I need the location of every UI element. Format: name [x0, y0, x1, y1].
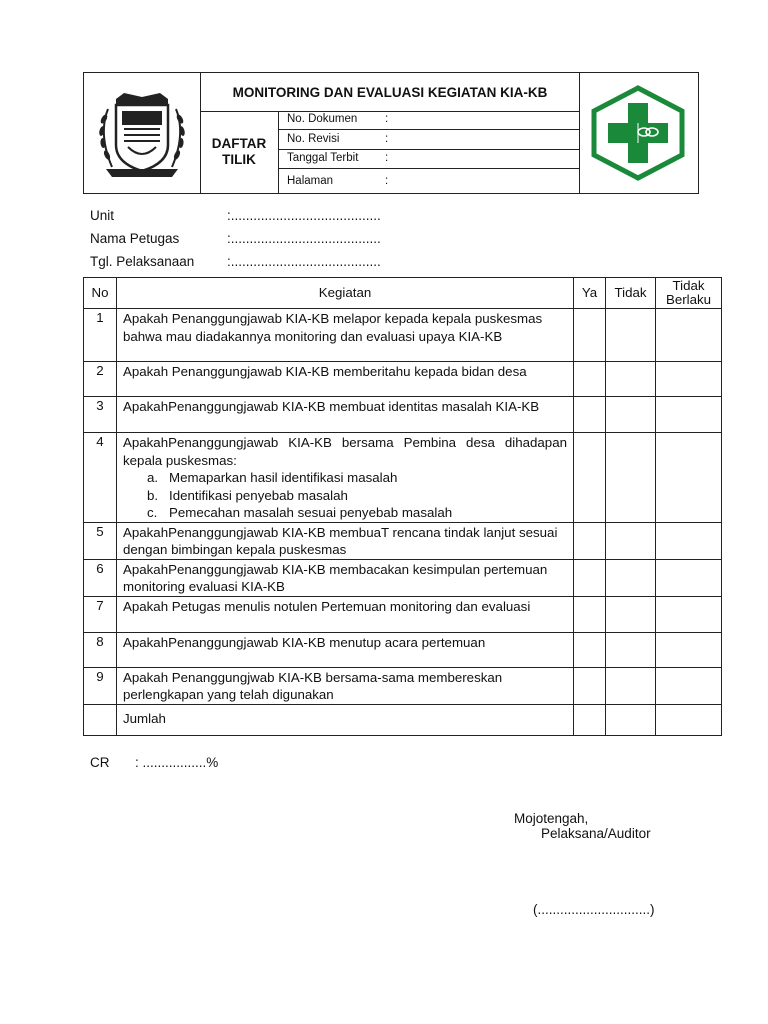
- row-number: 6: [84, 559, 117, 596]
- table-row: [84, 433, 722, 523]
- row-kegiatan: ApakahPenanggungjawab KIA-KB membacakan kesimpulan pertemuan monitoring evaluasi KIA-KB: [117, 559, 574, 596]
- tidak-berlaku-cell[interactable]: [656, 309, 722, 362]
- cr-value: : .................%: [135, 755, 219, 770]
- meta-row-revisi: [279, 130, 580, 150]
- tidak-cell[interactable]: [606, 397, 656, 433]
- signature-place: Mojotengah,: [514, 811, 589, 826]
- ya-cell[interactable]: [574, 309, 606, 362]
- row-number: 7: [84, 596, 117, 632]
- meta-row-halaman: [279, 169, 580, 195]
- table-row: [84, 397, 722, 433]
- row-kegiatan: ApakahPenanggungjawab KIA-KB membuat identitas masalah KIA-KB: [117, 397, 574, 433]
- table-row: [84, 309, 722, 362]
- sub-item: [123, 487, 567, 505]
- signature-line: (..............................): [533, 902, 655, 917]
- meta-row-tanggal: [279, 150, 580, 169]
- sub-item-letter: c.: [147, 505, 158, 520]
- right-logo-cell: [579, 73, 698, 193]
- tidak-cell[interactable]: [606, 433, 656, 523]
- table-row: [84, 632, 722, 667]
- sub-item: [123, 469, 567, 487]
- unit-label: Unit: [90, 208, 115, 223]
- ya-cell[interactable]: [574, 433, 606, 523]
- tidak-berlaku-cell[interactable]: [656, 559, 722, 596]
- tidak-berlaku-cell[interactable]: [656, 667, 722, 704]
- ya-cell[interactable]: [574, 632, 606, 667]
- sub-item-letter: b.: [147, 487, 159, 503]
- meta-sep: :: [385, 152, 389, 164]
- nama-petugas-value: :........................................: [227, 231, 381, 246]
- sub-item-text: Memaparkan hasil identifikasi masalah: [169, 470, 398, 485]
- header-tidak-berlaku-line1: Tidak: [672, 278, 705, 293]
- header-tidak: Tidak: [606, 278, 656, 309]
- table-header-row: [84, 278, 722, 309]
- header-kegiatan: Kegiatan: [117, 278, 574, 309]
- meta-label: No. Revisi: [287, 133, 340, 145]
- row-kegiatan: ApakahPenanggungjawab KIA-KB menutup acara pertemuan: [117, 632, 574, 667]
- table-row: [84, 559, 722, 596]
- header-tidak-berlaku-line2: Berlaku: [665, 292, 712, 307]
- row-kegiatan: Apakah Penanggungjwab KIA-KB bersama-sama membereskan perlengkapan yang telah digunakan: [117, 667, 574, 704]
- total-tidak-berlaku-cell[interactable]: [656, 704, 722, 735]
- total-tidak-cell[interactable]: [606, 704, 656, 735]
- tidak-cell[interactable]: [606, 559, 656, 596]
- table-row: [84, 362, 722, 397]
- tidak-cell[interactable]: [606, 362, 656, 397]
- meta-label: Halaman: [287, 175, 334, 187]
- row-number: 1: [84, 309, 117, 362]
- document-title: MONITORING DAN EVALUASI KEGIATAN KIA-KB: [200, 73, 580, 112]
- tilik-label: TILIK: [222, 152, 256, 167]
- document-meta: [279, 111, 580, 193]
- tgl-pelaksanaan-value: :........................................: [227, 254, 381, 269]
- checklist-table: [83, 277, 722, 736]
- row-number: 9: [84, 667, 117, 704]
- puskesmas-logo-icon: [588, 85, 688, 181]
- tidak-berlaku-cell[interactable]: [656, 522, 722, 559]
- ya-cell[interactable]: [574, 596, 606, 632]
- tidak-cell[interactable]: [606, 309, 656, 362]
- meta-row-dokumen: [279, 111, 580, 130]
- unit-value: :........................................: [227, 208, 381, 223]
- document-header: [83, 72, 699, 194]
- row-number: 2: [84, 362, 117, 397]
- meta-label: No. Dokumen: [287, 113, 358, 125]
- row-kegiatan: Apakah Penanggungjawab KIA-KB melapor kepada kepala puskesmas bahwa mau diadakannya monitoring dan evaluasi upaya KIA-KB: [117, 309, 574, 362]
- row-number: 3: [84, 397, 117, 433]
- district-emblem-icon: [94, 89, 190, 181]
- meta-sep: :: [385, 113, 389, 125]
- row-number: 5: [84, 522, 117, 559]
- tgl-pelaksanaan-label: Tgl. Pelaksanaan: [90, 254, 195, 269]
- tidak-cell[interactable]: [606, 522, 656, 559]
- ya-cell[interactable]: [574, 397, 606, 433]
- ya-cell[interactable]: [574, 362, 606, 397]
- total-row: [84, 704, 722, 735]
- row-number: 8: [84, 632, 117, 667]
- sub-item-text: Pemecahan masalah sesuai penyebab masalah: [169, 505, 453, 520]
- header-no: No: [84, 278, 117, 309]
- tidak-berlaku-cell[interactable]: [656, 596, 722, 632]
- left-logo-cell: [84, 73, 201, 193]
- row-kegiatan: ApakahPenanggungjawab KIA-KB membuaT rencana tindak lanjut sesuai dengan bimbingan kepala puskesmas: [117, 522, 574, 559]
- tidak-berlaku-cell[interactable]: [656, 397, 722, 433]
- total-ya-cell[interactable]: [574, 704, 606, 735]
- row-kegiatan-text: ApakahPenanggungjawab KIA-KB bersama Pembina desa dihadapan kepala puskesmas:: [123, 435, 567, 468]
- ya-cell[interactable]: [574, 667, 606, 704]
- nama-petugas-label: Nama Petugas: [90, 231, 180, 246]
- tidak-berlaku-cell[interactable]: [656, 362, 722, 397]
- total-no-cell: [84, 704, 117, 735]
- header-ya: Ya: [574, 278, 606, 309]
- table-row: [84, 522, 722, 559]
- row-number: 4: [84, 433, 117, 523]
- total-label: Jumlah: [117, 704, 574, 735]
- row-kegiatan: Apakah Penanggungjawab KIA-KB memberitahu kepada bidan desa: [117, 362, 574, 397]
- tidak-cell[interactable]: [606, 596, 656, 632]
- row-kegiatan: [117, 433, 574, 523]
- row-kegiatan: Apakah Petugas menulis notulen Pertemuan monitoring dan evaluasi: [117, 596, 574, 632]
- ya-cell[interactable]: [574, 522, 606, 559]
- header-tidak-berlaku: [656, 278, 722, 309]
- meta-label: Tanggal Terbit: [287, 152, 359, 164]
- signature-role: Pelaksana/Auditor: [541, 826, 651, 841]
- tidak-berlaku-cell[interactable]: [656, 433, 722, 523]
- sub-item: [123, 504, 567, 522]
- tidak-berlaku-cell[interactable]: [656, 632, 722, 667]
- sub-item-text: Identifikasi penyebab masalah: [169, 487, 348, 503]
- daftar-label: DAFTAR: [211, 136, 267, 151]
- meta-sep: :: [385, 175, 389, 187]
- daftar-tilik-label: [200, 111, 279, 193]
- meta-sep: :: [385, 133, 389, 145]
- tidak-cell[interactable]: [606, 632, 656, 667]
- sub-item-letter: a.: [147, 470, 159, 485]
- table-row: [84, 596, 722, 632]
- tidak-cell[interactable]: [606, 667, 656, 704]
- table-row: [84, 667, 722, 704]
- cr-label: CR: [90, 755, 110, 770]
- ya-cell[interactable]: [574, 559, 606, 596]
